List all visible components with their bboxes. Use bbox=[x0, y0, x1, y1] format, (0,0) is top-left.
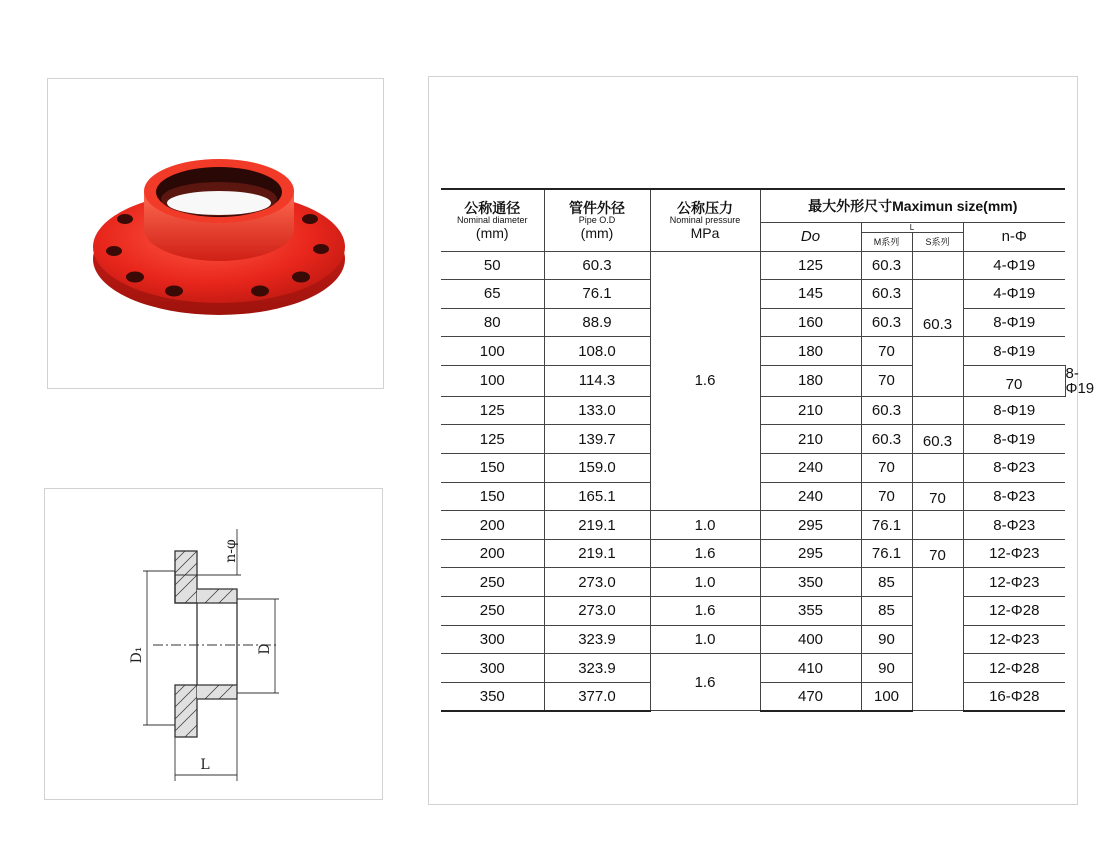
cell-nominal-diameter: 125 bbox=[441, 396, 544, 425]
cell-nominal-pressure: 1.6 bbox=[650, 597, 760, 626]
cell-pipe-od: 273.0 bbox=[544, 597, 650, 626]
cell-do: 240 bbox=[760, 482, 861, 511]
cell-do: 180 bbox=[760, 337, 861, 366]
cell-pipe-od: 165.1 bbox=[544, 482, 650, 511]
cell-n-phi: 4-Φ19 bbox=[963, 280, 1065, 309]
cell-s-series: 70 bbox=[963, 365, 1065, 396]
cell-m-series: 85 bbox=[861, 597, 912, 626]
cell-pipe-od: 60.3 bbox=[544, 251, 650, 280]
cell-nominal-diameter: 250 bbox=[441, 568, 544, 597]
cell-m-series: 60.3 bbox=[861, 251, 912, 280]
cell-m-series: 60.3 bbox=[861, 396, 912, 425]
cell-m-series: 60.3 bbox=[861, 280, 912, 309]
cell-do: 160 bbox=[760, 308, 861, 337]
cell-nominal-pressure: 1.6 bbox=[650, 539, 760, 568]
header-l-series bbox=[861, 222, 963, 251]
cell-m-series: 76.1 bbox=[861, 511, 912, 540]
cell-pipe-od: 133.0 bbox=[544, 396, 650, 425]
cell-m-series: 70 bbox=[861, 454, 912, 483]
cell-n-phi: 4-Φ19 bbox=[963, 251, 1065, 280]
cell-m-series: 85 bbox=[861, 568, 912, 597]
n-phi-label: n-φ bbox=[223, 539, 239, 563]
cell-do: 145 bbox=[760, 280, 861, 309]
cell-n-phi: 8-Φ19 bbox=[963, 425, 1065, 454]
spec-table-panel bbox=[428, 76, 1095, 805]
cell-nominal-diameter: 80 bbox=[441, 308, 544, 337]
cell-nominal-diameter: 65 bbox=[441, 280, 544, 309]
cell-pipe-od: 377.0 bbox=[544, 682, 650, 711]
cell-n-phi: 8-Φ19 bbox=[963, 308, 1065, 337]
cell-nominal-pressure: 1.0 bbox=[650, 511, 760, 540]
table-row bbox=[441, 539, 1065, 568]
header-max-size: 最大外形尺寸Maximun size(mm) bbox=[760, 189, 1065, 222]
header-s-series: S系列 bbox=[925, 236, 950, 247]
cell-do: 470 bbox=[760, 682, 861, 711]
cell-m-series: 60.3 bbox=[861, 308, 912, 337]
cell-m-series: 76.1 bbox=[861, 539, 912, 568]
d1-label: D₁ bbox=[129, 646, 145, 664]
product-photo-panel bbox=[47, 78, 384, 389]
cell-do: 180 bbox=[760, 365, 861, 396]
cell-n-phi: 8-Φ23 bbox=[963, 511, 1065, 540]
flange-section-drawing bbox=[45, 489, 382, 799]
cell-pipe-od: 108.0 bbox=[544, 337, 650, 366]
cell-do: 295 bbox=[760, 539, 861, 568]
table-row bbox=[441, 511, 1065, 540]
cell-s-series: 70 bbox=[912, 539, 963, 568]
header-m-series: M系列 bbox=[862, 233, 913, 251]
cell-s-series bbox=[912, 337, 963, 397]
spec-table bbox=[441, 188, 1095, 712]
cell-nominal-diameter: 150 bbox=[441, 482, 544, 511]
header-pipe-od: 管件外径 Pipe O.D (mm) bbox=[544, 189, 650, 251]
cell-do: 210 bbox=[760, 425, 861, 454]
flange-photo bbox=[48, 79, 383, 388]
cell-s-series bbox=[912, 568, 963, 711]
cell-n-phi: 16-Φ28 bbox=[963, 682, 1065, 711]
cell-s-series bbox=[912, 251, 963, 280]
cell-pipe-od: 159.0 bbox=[544, 454, 650, 483]
cell-pipe-od: 219.1 bbox=[544, 539, 650, 568]
cell-m-series: 70 bbox=[861, 482, 912, 511]
cell-pipe-od: 323.9 bbox=[544, 654, 650, 683]
cell-nominal-pressure: 1.6 bbox=[650, 654, 760, 711]
cell-nominal-diameter: 50 bbox=[441, 251, 544, 280]
header-nominal-pressure: 公称压力 Nominal pressure MPa bbox=[650, 189, 760, 251]
cell-n-phi: 8-Φ19 bbox=[963, 337, 1065, 366]
cell-do: 295 bbox=[760, 511, 861, 540]
cell-n-phi: 12-Φ23 bbox=[963, 625, 1065, 654]
header-nominal-diameter: 公称通径 Nominal diameter (mm) bbox=[441, 189, 544, 251]
cell-nominal-pressure: 1.0 bbox=[650, 568, 760, 597]
cell-n-phi: 12-Φ28 bbox=[963, 654, 1065, 683]
cell-pipe-od: 76.1 bbox=[544, 280, 650, 309]
cell-nominal-diameter: 125 bbox=[441, 425, 544, 454]
cell-n-phi: 12-Φ28 bbox=[963, 597, 1065, 626]
cell-pipe-od: 323.9 bbox=[544, 625, 650, 654]
header-l: L bbox=[862, 223, 963, 233]
cell-do: 240 bbox=[760, 454, 861, 483]
cell-n-phi: 8-Φ23 bbox=[963, 454, 1065, 483]
cell-m-series: 70 bbox=[861, 337, 912, 366]
cell-pipe-od: 219.1 bbox=[544, 511, 650, 540]
cell-do: 355 bbox=[760, 597, 861, 626]
cell-nominal-diameter: 150 bbox=[441, 454, 544, 483]
cell-m-series: 70 bbox=[861, 365, 912, 396]
header-do: Do bbox=[760, 222, 861, 251]
dimension-drawing-panel bbox=[44, 488, 383, 800]
cell-nominal-diameter: 300 bbox=[441, 625, 544, 654]
cell-pipe-od: 88.9 bbox=[544, 308, 650, 337]
cell-n-phi: 12-Φ23 bbox=[963, 568, 1065, 597]
cell-nominal-diameter: 300 bbox=[441, 654, 544, 683]
cell-nominal-diameter: 100 bbox=[441, 365, 544, 396]
cell-s-series: 60.3 bbox=[912, 425, 963, 454]
cell-nominal-diameter: 350 bbox=[441, 682, 544, 711]
table-row bbox=[441, 597, 1065, 626]
cell-nominal-pressure: 1.0 bbox=[650, 625, 760, 654]
cell-s-series bbox=[912, 454, 963, 483]
table-row: 100 114.3 180 70 70 8-Φ19 bbox=[441, 365, 1065, 396]
cell-m-series: 90 bbox=[861, 654, 912, 683]
cell-nominal-diameter: 100 bbox=[441, 337, 544, 366]
cell-do: 350 bbox=[760, 568, 861, 597]
cell-pipe-od: 114.3 bbox=[544, 365, 650, 396]
cell-do: 210 bbox=[760, 396, 861, 425]
cell-m-series: 90 bbox=[861, 625, 912, 654]
cell-pipe-od: 273.0 bbox=[544, 568, 650, 597]
cell-do: 400 bbox=[760, 625, 861, 654]
cell-m-series: 100 bbox=[861, 682, 912, 711]
cell-s-series: 70 bbox=[912, 482, 963, 511]
table-row bbox=[441, 568, 1065, 597]
cell-do: 125 bbox=[760, 251, 861, 280]
cell-nominal-diameter: 250 bbox=[441, 597, 544, 626]
table-row bbox=[441, 654, 1065, 683]
cell-s-series: 60.3 bbox=[912, 280, 963, 337]
cell-s-series bbox=[912, 511, 963, 540]
table-row bbox=[441, 251, 1065, 280]
cell-n-phi: 8-Φ23 bbox=[963, 482, 1065, 511]
cell-nominal-diameter: 200 bbox=[441, 539, 544, 568]
cell-s-series bbox=[912, 396, 963, 425]
cell-n-phi: 12-Φ23 bbox=[963, 539, 1065, 568]
cell-n-phi: 8-Φ19 bbox=[963, 396, 1065, 425]
cell-nominal-diameter: 200 bbox=[441, 511, 544, 540]
cell-m-series: 60.3 bbox=[861, 425, 912, 454]
cell-nominal-pressure: 1.6 bbox=[650, 251, 760, 511]
d-label: D bbox=[257, 643, 273, 655]
header-n-phi: n-Φ bbox=[963, 222, 1065, 251]
cell-do: 410 bbox=[760, 654, 861, 683]
cell-pipe-od: 139.7 bbox=[544, 425, 650, 454]
l-label: L bbox=[200, 757, 210, 773]
table-row bbox=[441, 625, 1065, 654]
